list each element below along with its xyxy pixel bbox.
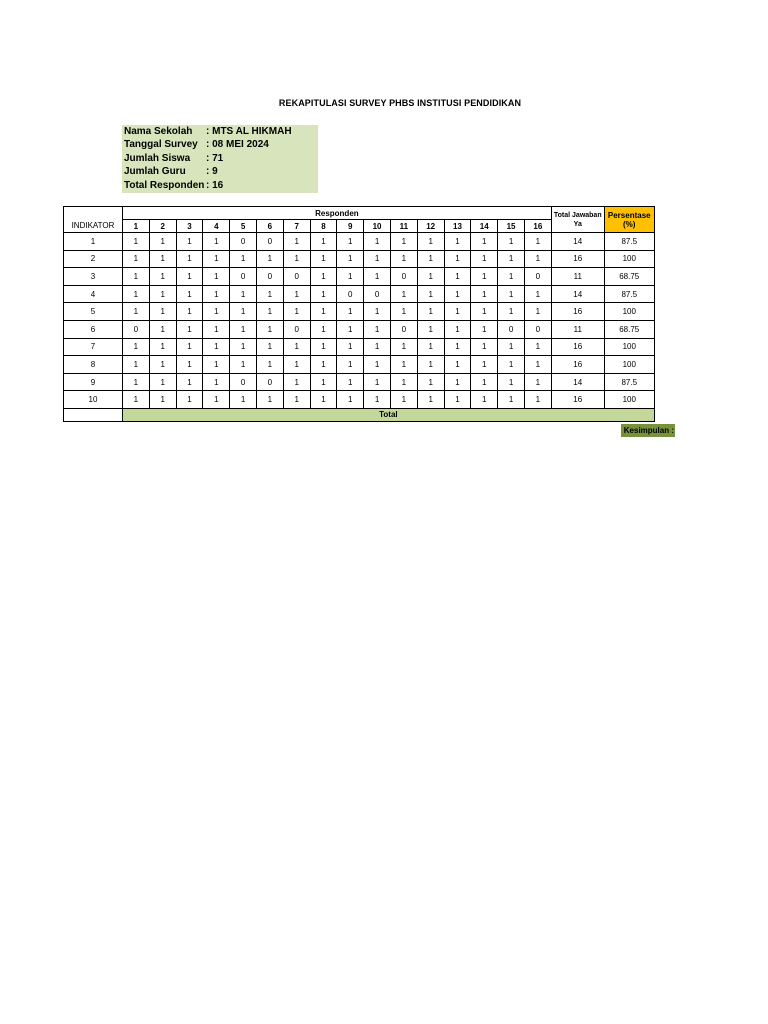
response-cell: 1 bbox=[149, 285, 176, 303]
response-cell: 1 bbox=[176, 356, 203, 374]
indikator-cell: 7 bbox=[64, 338, 123, 356]
total-label: Total bbox=[123, 408, 655, 421]
response-cell: 1 bbox=[256, 250, 283, 268]
response-cell: 1 bbox=[176, 285, 203, 303]
response-cell: 1 bbox=[364, 320, 391, 338]
responden-number-header: 5 bbox=[230, 220, 257, 233]
response-cell: 1 bbox=[283, 303, 310, 321]
response-cell: 0 bbox=[364, 285, 391, 303]
response-cell: 1 bbox=[444, 285, 471, 303]
response-cell: 0 bbox=[256, 373, 283, 391]
response-cell: 1 bbox=[337, 373, 364, 391]
response-cell: 1 bbox=[444, 373, 471, 391]
table-row bbox=[64, 268, 655, 286]
response-cell: 1 bbox=[364, 303, 391, 321]
table-row bbox=[64, 303, 655, 321]
total-cell: 16 bbox=[551, 338, 604, 356]
response-cell: 1 bbox=[498, 285, 525, 303]
info-row bbox=[122, 165, 318, 178]
response-cell: 1 bbox=[524, 285, 551, 303]
response-cell: 1 bbox=[283, 356, 310, 374]
total-cell: 11 bbox=[551, 268, 604, 286]
response-cell: 1 bbox=[364, 356, 391, 374]
response-cell: 1 bbox=[471, 285, 498, 303]
response-cell: 1 bbox=[176, 320, 203, 338]
response-cell: 1 bbox=[417, 233, 444, 251]
info-row bbox=[122, 125, 318, 138]
response-cell: 1 bbox=[230, 356, 257, 374]
response-cell: 1 bbox=[417, 373, 444, 391]
response-cell: 1 bbox=[149, 303, 176, 321]
info-label: Jumlah Siswa bbox=[124, 152, 191, 164]
response-cell: 0 bbox=[256, 233, 283, 251]
response-cell: 1 bbox=[337, 268, 364, 286]
response-cell: 1 bbox=[123, 285, 150, 303]
response-cell: 0 bbox=[230, 373, 257, 391]
info-label: Nama Sekolah bbox=[124, 126, 193, 137]
response-cell: 1 bbox=[230, 338, 257, 356]
response-cell: 1 bbox=[390, 391, 417, 409]
table-row bbox=[64, 338, 655, 356]
response-cell: 0 bbox=[390, 268, 417, 286]
info-value: : 9 bbox=[206, 166, 218, 178]
response-cell: 1 bbox=[123, 391, 150, 409]
persentase-cell: 100 bbox=[604, 356, 654, 374]
response-cell: 0 bbox=[283, 320, 310, 338]
response-cell: 1 bbox=[417, 268, 444, 286]
info-value: : 08 MEI 2024 bbox=[206, 139, 269, 151]
response-cell: 1 bbox=[337, 233, 364, 251]
response-cell: 1 bbox=[230, 391, 257, 409]
info-label: Jumlah Guru bbox=[124, 166, 186, 178]
response-cell: 1 bbox=[390, 338, 417, 356]
response-cell: 1 bbox=[123, 356, 150, 374]
responden-number-header: 14 bbox=[471, 220, 498, 233]
response-cell: 1 bbox=[471, 391, 498, 409]
response-cell: 1 bbox=[498, 391, 525, 409]
response-cell: 1 bbox=[176, 373, 203, 391]
response-cell: 0 bbox=[230, 268, 257, 286]
response-cell: 1 bbox=[364, 338, 391, 356]
response-cell: 1 bbox=[123, 268, 150, 286]
response-cell: 1 bbox=[364, 233, 391, 251]
response-cell: 1 bbox=[203, 285, 230, 303]
response-cell: 1 bbox=[471, 338, 498, 356]
response-cell: 1 bbox=[310, 268, 337, 286]
persentase-cell: 68.75 bbox=[604, 268, 654, 286]
indikator-cell: 2 bbox=[64, 250, 123, 268]
total-cell: 16 bbox=[551, 356, 604, 374]
responden-number-header: 1 bbox=[123, 220, 150, 233]
response-cell: 0 bbox=[283, 268, 310, 286]
response-cell: 1 bbox=[283, 233, 310, 251]
response-cell: 1 bbox=[417, 391, 444, 409]
response-cell: 1 bbox=[444, 338, 471, 356]
persentase-cell: 87.5 bbox=[604, 233, 654, 251]
response-cell: 1 bbox=[176, 338, 203, 356]
info-value: : MTS AL HIKMAH bbox=[206, 126, 292, 137]
responden-number-header: 4 bbox=[203, 220, 230, 233]
response-cell: 1 bbox=[524, 391, 551, 409]
response-cell: 1 bbox=[498, 338, 525, 356]
responden-header: Responden bbox=[123, 207, 552, 220]
response-cell: 1 bbox=[149, 373, 176, 391]
response-cell: 0 bbox=[524, 320, 551, 338]
responden-number-header: 13 bbox=[444, 220, 471, 233]
response-cell: 1 bbox=[203, 303, 230, 321]
response-cell: 1 bbox=[471, 250, 498, 268]
responden-number-header: 3 bbox=[176, 220, 203, 233]
table-row bbox=[64, 233, 655, 251]
response-cell: 0 bbox=[498, 320, 525, 338]
response-cell: 1 bbox=[524, 338, 551, 356]
response-cell: 1 bbox=[390, 356, 417, 374]
response-cell: 1 bbox=[256, 356, 283, 374]
response-cell: 1 bbox=[203, 320, 230, 338]
info-row bbox=[122, 152, 318, 165]
response-cell: 1 bbox=[230, 250, 257, 268]
kesimpulan-label: Kesimpulan : bbox=[621, 424, 675, 437]
persentase-cell: 87.5 bbox=[604, 285, 654, 303]
response-cell: 1 bbox=[337, 338, 364, 356]
response-cell: 1 bbox=[256, 285, 283, 303]
response-cell: 1 bbox=[498, 268, 525, 286]
total-cell: 14 bbox=[551, 373, 604, 391]
response-cell: 1 bbox=[390, 250, 417, 268]
persentase-cell: 100 bbox=[604, 391, 654, 409]
total-cell: 14 bbox=[551, 285, 604, 303]
responden-number-header: 12 bbox=[417, 220, 444, 233]
response-cell: 1 bbox=[149, 391, 176, 409]
response-cell: 1 bbox=[417, 338, 444, 356]
response-cell: 1 bbox=[256, 391, 283, 409]
response-cell: 0 bbox=[337, 285, 364, 303]
response-cell: 1 bbox=[256, 303, 283, 321]
response-cell: 1 bbox=[471, 233, 498, 251]
responden-number-header: 10 bbox=[364, 220, 391, 233]
rekap-table bbox=[63, 206, 655, 422]
response-cell: 1 bbox=[444, 356, 471, 374]
table-row bbox=[64, 320, 655, 338]
response-cell: 1 bbox=[444, 250, 471, 268]
response-cell: 1 bbox=[471, 356, 498, 374]
response-cell: 1 bbox=[176, 268, 203, 286]
response-cell: 1 bbox=[256, 338, 283, 356]
response-cell: 1 bbox=[203, 338, 230, 356]
response-cell: 1 bbox=[337, 250, 364, 268]
response-cell: 1 bbox=[176, 250, 203, 268]
table-row bbox=[64, 356, 655, 374]
response-cell: 1 bbox=[283, 391, 310, 409]
total-row bbox=[64, 408, 655, 421]
response-cell: 1 bbox=[203, 356, 230, 374]
response-cell: 1 bbox=[337, 320, 364, 338]
response-cell: 1 bbox=[123, 303, 150, 321]
response-cell: 0 bbox=[123, 320, 150, 338]
responden-number-header: 9 bbox=[337, 220, 364, 233]
responden-number-header: 8 bbox=[310, 220, 337, 233]
response-cell: 1 bbox=[364, 250, 391, 268]
indikator-cell: 8 bbox=[64, 356, 123, 374]
indikator-header: INDIKATOR bbox=[64, 207, 123, 233]
response-cell: 1 bbox=[471, 268, 498, 286]
response-cell: 1 bbox=[524, 373, 551, 391]
response-cell: 1 bbox=[283, 338, 310, 356]
response-cell: 1 bbox=[471, 373, 498, 391]
response-cell: 1 bbox=[524, 303, 551, 321]
response-cell: 1 bbox=[337, 303, 364, 321]
response-cell: 1 bbox=[256, 320, 283, 338]
response-cell: 1 bbox=[390, 285, 417, 303]
table-row bbox=[64, 391, 655, 409]
response-cell: 1 bbox=[471, 303, 498, 321]
response-cell: 1 bbox=[149, 320, 176, 338]
response-cell: 1 bbox=[203, 391, 230, 409]
response-cell: 1 bbox=[417, 320, 444, 338]
response-cell: 1 bbox=[203, 373, 230, 391]
total-cell: 11 bbox=[551, 320, 604, 338]
responden-number-header: 6 bbox=[256, 220, 283, 233]
info-value: : 16 bbox=[206, 179, 224, 191]
response-cell: 1 bbox=[230, 285, 257, 303]
response-cell: 1 bbox=[230, 320, 257, 338]
table-row bbox=[64, 285, 655, 303]
responden-number-header: 11 bbox=[390, 220, 417, 233]
persentase-cell: 68.75 bbox=[604, 320, 654, 338]
response-cell: 1 bbox=[390, 233, 417, 251]
response-cell: 1 bbox=[310, 250, 337, 268]
response-cell: 1 bbox=[444, 391, 471, 409]
response-cell: 1 bbox=[524, 250, 551, 268]
info-row bbox=[122, 138, 318, 151]
total-jawaban-header: Total Jawaban Ya bbox=[551, 207, 604, 233]
document-title: REKAPITULASI SURVEY PHBS INSTITUSI PENDIDIKAN bbox=[278, 98, 522, 108]
response-cell: 1 bbox=[283, 250, 310, 268]
school-info-block bbox=[122, 125, 318, 193]
response-cell: 1 bbox=[471, 320, 498, 338]
response-cell: 1 bbox=[498, 233, 525, 251]
responden-number-header: 15 bbox=[498, 220, 525, 233]
indikator-cell: 4 bbox=[64, 285, 123, 303]
response-cell: 1 bbox=[203, 268, 230, 286]
response-cell: 1 bbox=[498, 356, 525, 374]
persentase-header: Persentase (%) bbox=[604, 207, 654, 233]
table-row bbox=[64, 250, 655, 268]
response-cell: 1 bbox=[498, 373, 525, 391]
info-row bbox=[122, 179, 318, 192]
response-cell: 1 bbox=[390, 303, 417, 321]
response-cell: 1 bbox=[310, 233, 337, 251]
responden-number-header: 2 bbox=[149, 220, 176, 233]
response-cell: 0 bbox=[230, 233, 257, 251]
response-cell: 1 bbox=[310, 391, 337, 409]
response-cell: 1 bbox=[149, 250, 176, 268]
response-cell: 1 bbox=[149, 338, 176, 356]
responden-number-header: 7 bbox=[283, 220, 310, 233]
response-cell: 1 bbox=[230, 303, 257, 321]
response-cell: 1 bbox=[417, 303, 444, 321]
response-cell: 1 bbox=[149, 233, 176, 251]
response-cell: 1 bbox=[444, 320, 471, 338]
indikator-cell: 1 bbox=[64, 233, 123, 251]
total-cell: 16 bbox=[551, 303, 604, 321]
response-cell: 1 bbox=[364, 268, 391, 286]
response-cell: 1 bbox=[417, 250, 444, 268]
info-value: : 71 bbox=[206, 152, 224, 164]
response-cell: 1 bbox=[498, 250, 525, 268]
response-cell: 1 bbox=[310, 303, 337, 321]
indikator-cell: 5 bbox=[64, 303, 123, 321]
response-cell: 1 bbox=[444, 268, 471, 286]
response-cell: 0 bbox=[524, 268, 551, 286]
response-cell: 1 bbox=[498, 303, 525, 321]
persentase-cell: 100 bbox=[604, 338, 654, 356]
response-cell: 1 bbox=[123, 250, 150, 268]
response-cell: 1 bbox=[149, 268, 176, 286]
response-cell: 1 bbox=[123, 373, 150, 391]
response-cell: 1 bbox=[176, 303, 203, 321]
response-cell: 1 bbox=[310, 338, 337, 356]
total-cell: 16 bbox=[551, 391, 604, 409]
response-cell: 1 bbox=[310, 373, 337, 391]
response-cell: 1 bbox=[524, 233, 551, 251]
response-cell: 0 bbox=[390, 320, 417, 338]
response-cell: 1 bbox=[123, 233, 150, 251]
response-cell: 1 bbox=[417, 356, 444, 374]
response-cell: 1 bbox=[283, 285, 310, 303]
response-cell: 1 bbox=[283, 373, 310, 391]
response-cell: 1 bbox=[364, 373, 391, 391]
info-label: Total Responden bbox=[124, 179, 205, 191]
response-cell: 1 bbox=[444, 303, 471, 321]
response-cell: 1 bbox=[310, 285, 337, 303]
indikator-cell: 3 bbox=[64, 268, 123, 286]
persentase-cell: 87.5 bbox=[604, 373, 654, 391]
response-cell: 1 bbox=[203, 250, 230, 268]
info-label: Tanggal Survey bbox=[124, 139, 198, 151]
response-cell: 1 bbox=[364, 391, 391, 409]
indikator-cell: 10 bbox=[64, 391, 123, 409]
response-cell: 1 bbox=[390, 373, 417, 391]
indikator-cell: 6 bbox=[64, 320, 123, 338]
persentase-cell: 100 bbox=[604, 303, 654, 321]
response-cell: 1 bbox=[417, 285, 444, 303]
response-cell: 1 bbox=[203, 233, 230, 251]
response-cell: 1 bbox=[310, 356, 337, 374]
response-cell: 1 bbox=[444, 233, 471, 251]
response-cell: 1 bbox=[524, 356, 551, 374]
persentase-cell: 100 bbox=[604, 250, 654, 268]
responden-number-header: 16 bbox=[524, 220, 551, 233]
total-cell: 16 bbox=[551, 250, 604, 268]
response-cell: 1 bbox=[337, 356, 364, 374]
indikator-cell: 9 bbox=[64, 373, 123, 391]
total-row-blank bbox=[64, 408, 123, 421]
response-cell: 0 bbox=[256, 268, 283, 286]
response-cell: 1 bbox=[337, 391, 364, 409]
response-cell: 1 bbox=[123, 338, 150, 356]
response-cell: 1 bbox=[310, 320, 337, 338]
total-cell: 14 bbox=[551, 233, 604, 251]
response-cell: 1 bbox=[176, 391, 203, 409]
table-row bbox=[64, 373, 655, 391]
response-cell: 1 bbox=[176, 233, 203, 251]
response-cell: 1 bbox=[149, 356, 176, 374]
